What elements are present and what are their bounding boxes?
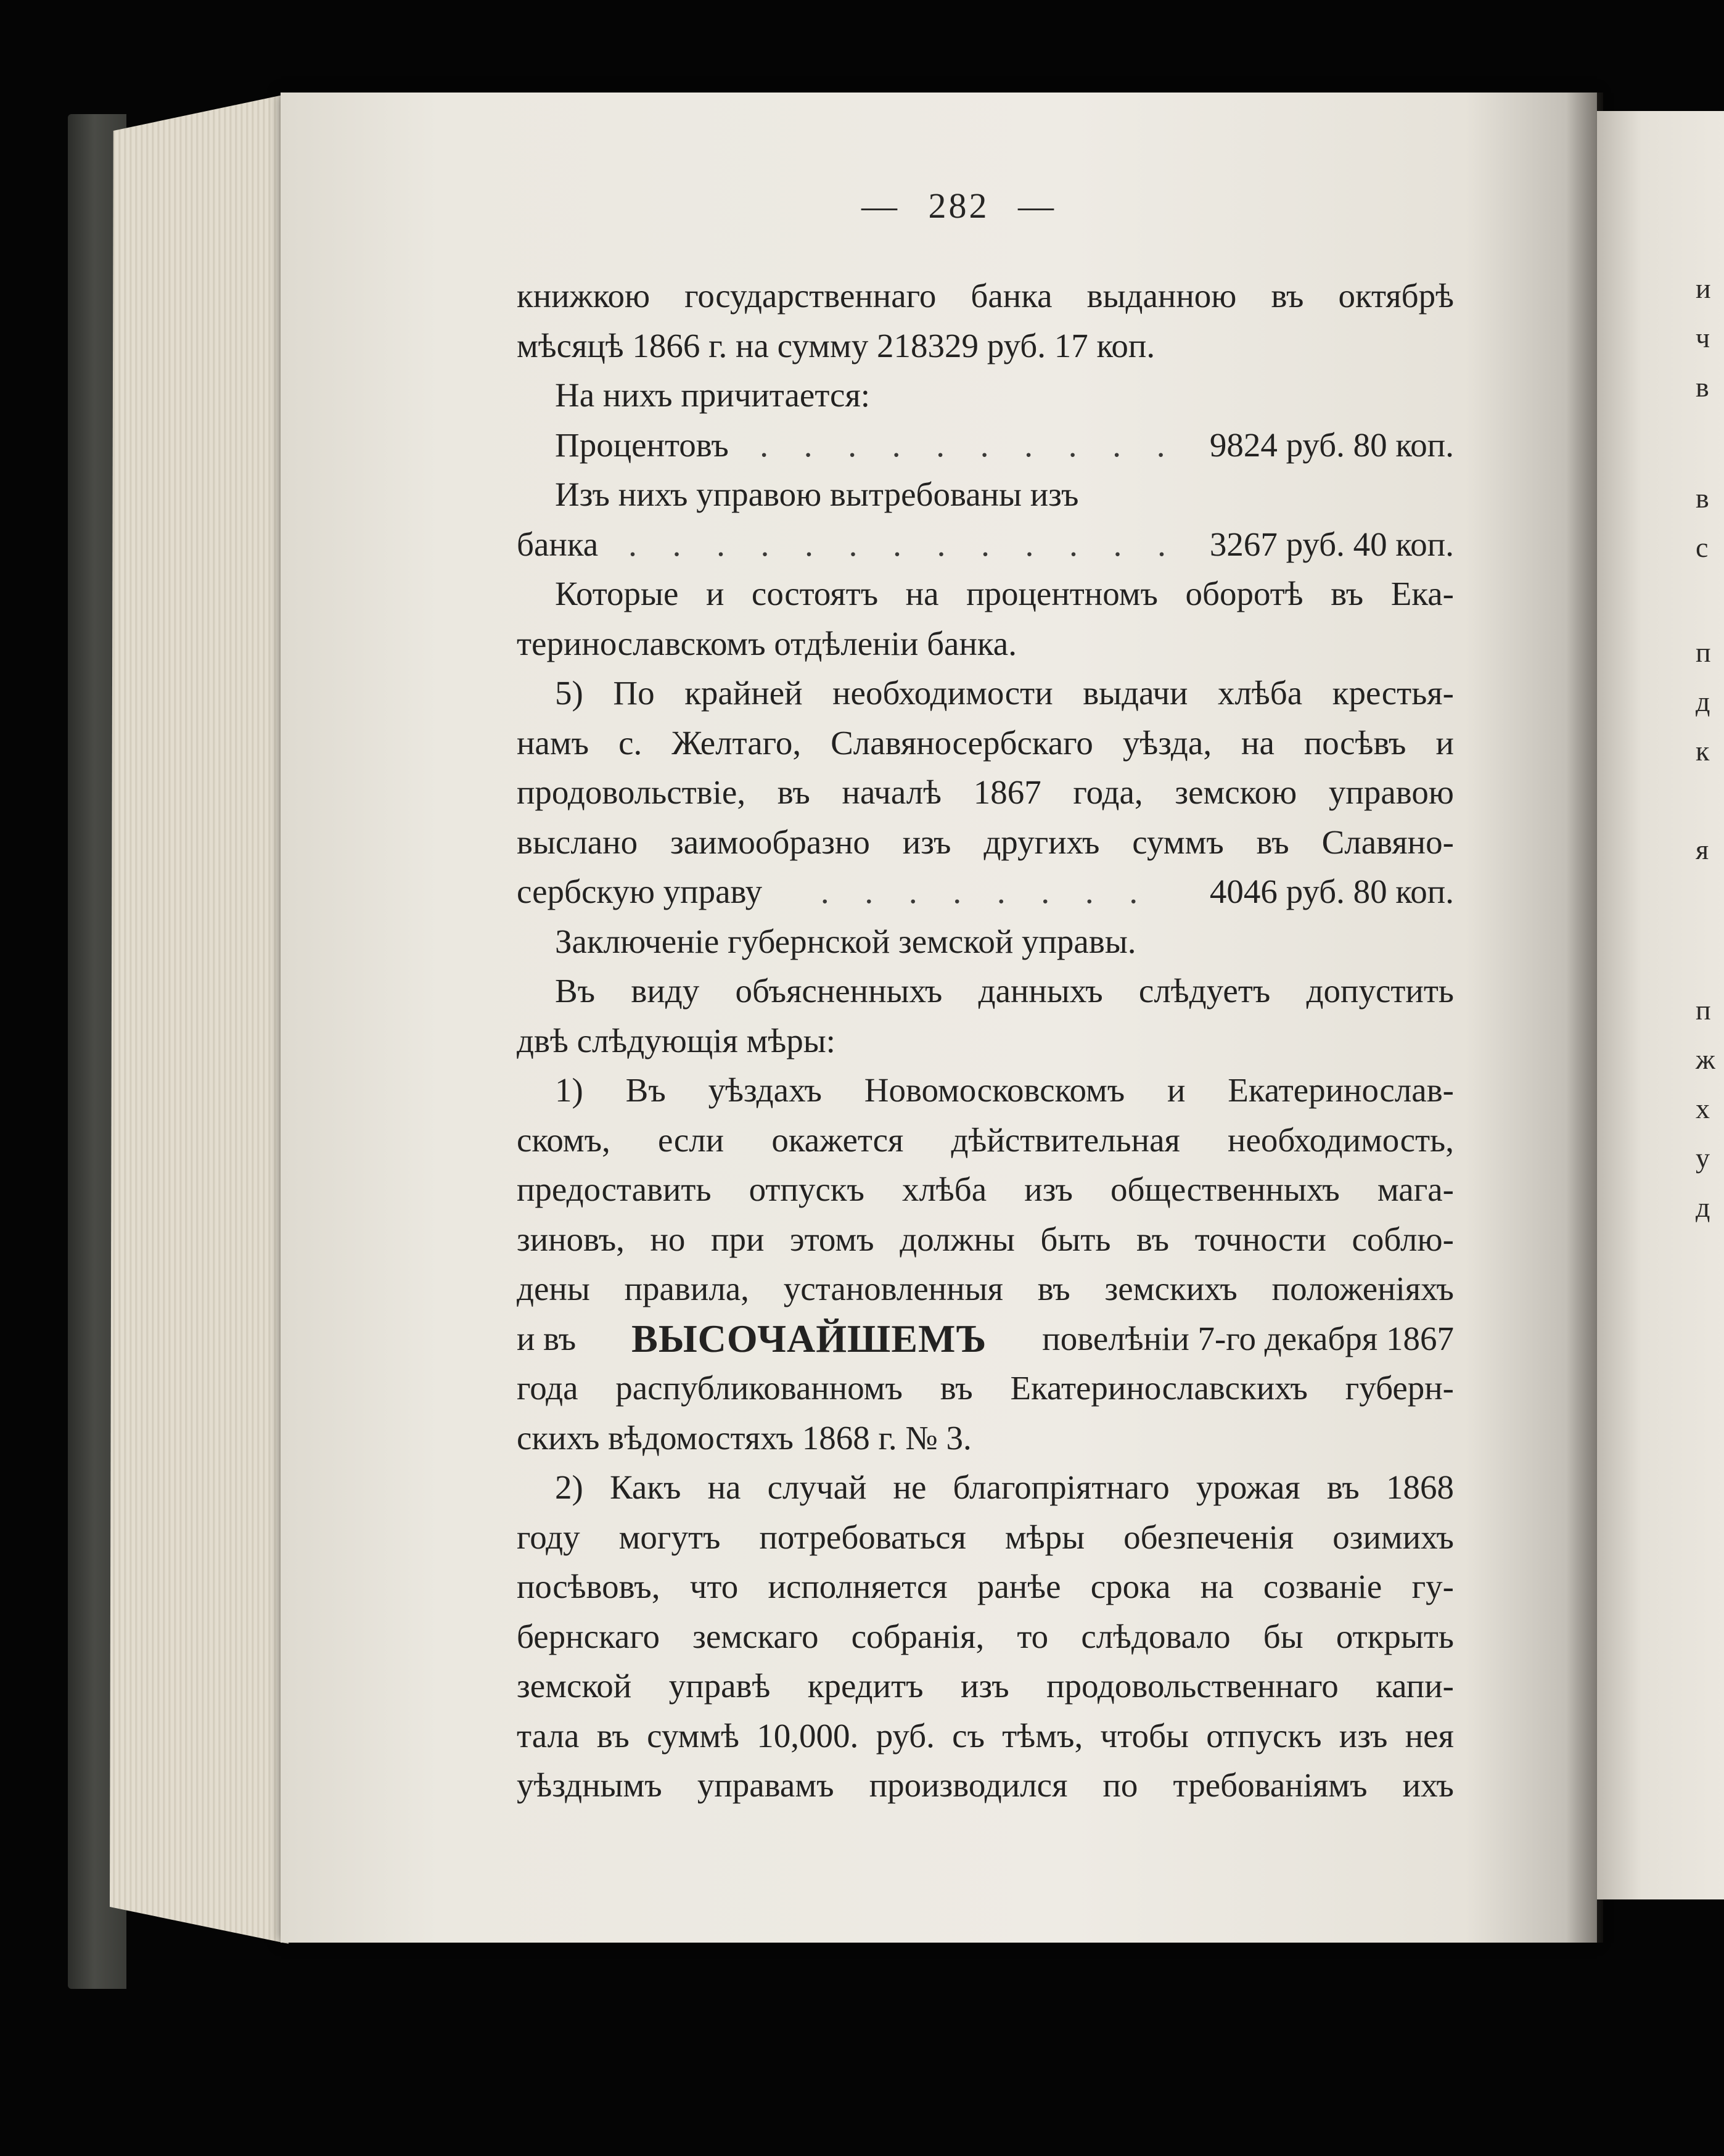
ledger-line: [517, 421, 1454, 471]
text-line: Которые и состоятъ на процентномъ оборотѣ въ Ека-: [555, 575, 1454, 612]
text-line: мѣсяцѣ 1866 г. на сумму 218329 руб. 17 коп.: [517, 326, 1155, 364]
next-page-fragment: в: [1696, 371, 1709, 403]
text-line: продовольствіе, въ началѣ 1867 года, земскою управою: [517, 773, 1454, 811]
text-fragment: и въ: [517, 1319, 577, 1357]
text-line: бернскаго земскаго собранія, то слѣдовало бы открыть: [517, 1617, 1454, 1655]
text-line: зиновъ, но при этомъ должны быть въ точности соблю-: [517, 1220, 1454, 1258]
next-page-fragment: ч: [1696, 322, 1710, 353]
page-number: 282: [928, 186, 990, 226]
next-page-fragment: п: [1696, 994, 1711, 1026]
text-line: выслано заимообразно изъ другихъ суммъ въ Славяно-: [517, 823, 1454, 861]
page-number-dash: —: [861, 186, 900, 226]
text-line: намъ с. Желтаго, Славяносербскаго уѣзда, на посѣвъ и: [517, 723, 1454, 762]
ledger-amount: 4046 руб. 80 коп.: [1209, 873, 1454, 910]
text-line: Въ виду объясненныхъ данныхъ слѣдуетъ допустить: [555, 972, 1454, 1010]
ledger-amount: 9824 руб. 80 коп.: [1209, 426, 1454, 464]
next-page-fragment: д: [1696, 686, 1710, 717]
page-edges: [110, 94, 289, 1944]
text-line: году могутъ потребоваться мѣры обезпеченія озимихъ: [517, 1518, 1454, 1556]
ledger-amount: 3267 руб. 40 коп.: [1209, 525, 1454, 563]
ledger-dots: . . . . . . . . . .: [760, 426, 1179, 464]
text-line-emphasis: [517, 1314, 1454, 1364]
next-page-fragment: д: [1696, 1191, 1710, 1223]
ledger-dots: . . . . . . . . . . . . .: [628, 525, 1180, 563]
text-line: уѣзднымъ управамъ производился по требованіямъ ихъ: [517, 1766, 1454, 1804]
text-fragment: повелѣніи 7-го декабря 1867: [1042, 1319, 1454, 1357]
page-number-header: [0, 185, 1070, 226]
text-line: года распубликованномъ въ Екатеринославскихъ губерн-: [517, 1369, 1454, 1407]
ledger-dots: . . . . . . . .: [820, 873, 1152, 910]
ledger-label: Процентовъ: [555, 426, 729, 464]
page-number-dash: —: [1018, 186, 1056, 226]
next-page-fragment: в: [1696, 482, 1709, 514]
text-line: предоставить отпускъ хлѣба изъ общественныхъ мага-: [517, 1171, 1454, 1208]
next-page-fragment: х: [1696, 1093, 1710, 1124]
section-heading: Заключеніе губернской земской управы.: [555, 922, 1136, 960]
text-line: посѣвовъ, что исполняется ранѣе срока на созваніе гу-: [517, 1568, 1454, 1605]
text-line: дены правила, установленныя въ земскихъ положеніяхъ: [517, 1270, 1454, 1307]
page-body-text: [517, 271, 1454, 1811]
next-page-fragment: к: [1696, 735, 1710, 767]
ledger-label: сербскую управу: [517, 873, 763, 910]
next-page-fragment: я: [1696, 834, 1709, 865]
text-line: 5) По крайней необходимости выдачи хлѣба крестья-: [555, 674, 1454, 712]
next-page-fragment: п: [1696, 636, 1711, 668]
ledger-line: [517, 867, 1454, 917]
text-line: На нихъ причитается:: [555, 376, 871, 414]
text-line: двѣ слѣдующія мѣры:: [517, 1021, 835, 1059]
next-page-fragment: и: [1696, 273, 1711, 304]
emphasis-word: ВЫСОЧАЙШЕМЪ: [631, 1316, 987, 1360]
next-page-sliver: [1597, 111, 1724, 1899]
text-line: скихъ вѣдомостяхъ 1868 г. № 3.: [517, 1418, 972, 1457]
text-line: земской управѣ кредитъ изъ продовольственнаго капи-: [517, 1667, 1454, 1705]
text-line: Изъ нихъ управою вытребованы изъ: [555, 475, 1079, 513]
ledger-line: [517, 520, 1454, 570]
next-page-fragment: ж: [1696, 1043, 1715, 1075]
text-line: теринославскомъ отдѣленіи банка.: [517, 624, 1017, 662]
ledger-label: банка: [517, 525, 599, 563]
next-page-fragment: у: [1696, 1142, 1710, 1174]
next-page-fragment: с: [1696, 532, 1709, 563]
text-line: 2) Какъ на случай не благопріятнаго урожая въ 1868: [555, 1468, 1454, 1506]
text-line: книжкою государственнаго банка выданною въ октябрѣ: [517, 277, 1454, 315]
text-line: скомъ, если окажется дѣйствительная необходимость,: [517, 1121, 1454, 1159]
text-line: 1) Въ уѣздахъ Новомосковскомъ и Екатеринослав-: [555, 1071, 1454, 1109]
text-line: тала въ суммѣ 10,000. руб. съ тѣмъ, чтобы отпускъ изъ нея: [517, 1716, 1454, 1755]
